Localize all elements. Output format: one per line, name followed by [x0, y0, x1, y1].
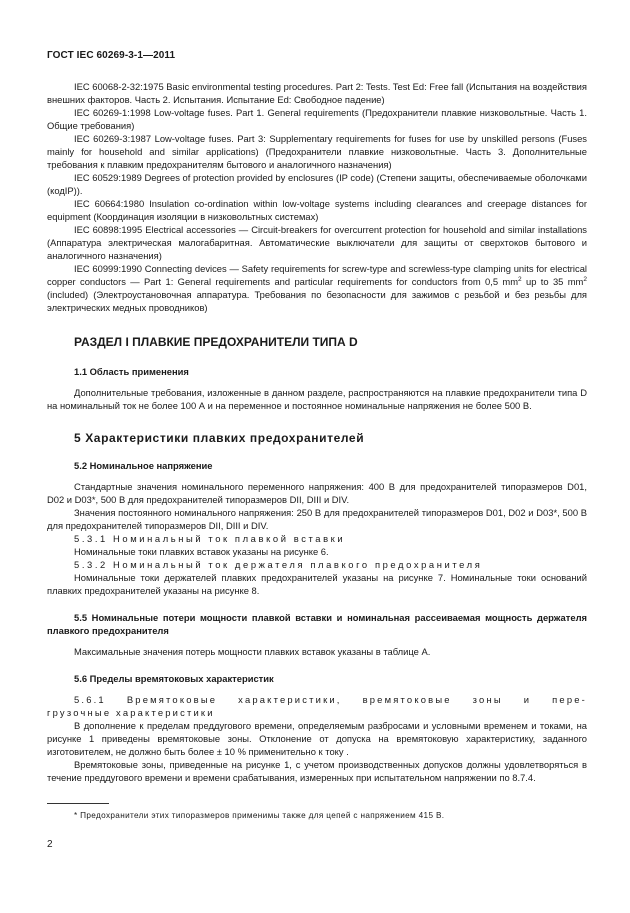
page-header: ГОСТ IEC 60269-3-1—2011: [47, 50, 176, 61]
reference-item: IEC 60529:1989 Degrees of protection provided by enclosures (IP code) (Степени защиты, обеспечиваемые оболочками (кодIP)).: [47, 172, 587, 196]
clause-5-6-1-title-cont: грузочные характеристики: [47, 707, 215, 718]
clause-5-3-2-text: Номинальные токи держателей плавких предохранителей указаны на рисунке 7. Номинальные токи оснований плавких предохранителей указаны на рисунке 8.: [47, 572, 587, 596]
reference-item: IEC 60999:1990 Connecting devices — Safety requirements for screw-type and screwless-type clamping units for electrical copper conductors — Part 1: General requirements and particular requirements for conductors from 0,5 $mm^2$ up to 35 $mm^2$ (included) (Электроустановочная аппаратура. Требования по безопасности для зажимов с резьбой и без резьбы для электрических медных проводников): [47, 263, 587, 313]
clause-5-title: 5 Характеристики плавких предохранителей: [74, 431, 365, 445]
document-body: [47, 80, 587, 784]
footnote-divider: [47, 803, 109, 804]
clause-5-6-1-text-1: В дополнение к пределам преддугового времени, определяемым разбросами и условными временем и токами, на рисунке 1 приведены времятоковые зоны. Отклонение от допуска на времятоковую характеристику, заданного изготовителем, не должно быть более ± 10 % применительно к току .: [47, 720, 587, 757]
clause-5-3-1-text: Номинальные токи плавких вставок указаны на рисунке 6.: [74, 546, 329, 557]
reference-item: IEC 60269-1:1998 Low-voltage fuses. Part 1. General requirements (Предохранители плавкие низковольтные. Часть 1. Общие требования): [47, 107, 587, 131]
reference-item: IEC 60068-2-32:1975 Basic environmental testing procedures. Part 2: Tests. Test Ed: Free fall (Испытания на воздействия внешних факторов. Часть 2. Испытания. Испытание Ed: Свободное падение): [47, 81, 587, 105]
clause-5-6-1-title: 5.6.1 Времятоковые характеристики, времятоковые зоны и пере-: [74, 694, 587, 705]
section-title: РАЗДЕЛ I ПЛАВКИЕ ПРЕДОХРАНИТЕЛИ ТИПА D: [74, 335, 358, 349]
reference-item: IEC 60269-3:1987 Low-voltage fuses. Part 3: Supplementary requirements for fuses for use by unskilled persons (Fuses mainly for household and similar applications) (Предохранители плавкие низковольтные. Часть 3. Дополнительные требования к плавким предохранителям бытового и аналогичного назначения): [47, 133, 587, 170]
page-number: 2: [47, 839, 53, 850]
footnote: * Предохранители этих типоразмеров применимы также для цепей с напряжением 415 В.: [74, 811, 445, 820]
clause-1-1-text: Дополнительные требования, изложенные в данном разделе, распространяются на плавкие предохранители типа D на номинальный ток не более 100 А и на переменное и постоянное номинальные напряжения не более 500 В.: [47, 387, 587, 411]
clause-5-3-2-title: 5.3.2 Номинальный ток держателя плавкого предохранителя: [74, 559, 483, 570]
reference-item: IEC 60664:1980 Insulation co-ordination within low-voltage systems including clearances and creepage distances for equipment (Координация изоляции в низковольтных системах): [47, 198, 587, 222]
clause-5-5-text: Максимальные значения потерь мощности плавких вставок указаны в таблице А.: [74, 646, 431, 657]
clause-5-6-1-text-2: Времятоковые зоны, приведенные на рисунке 1, с учетом производственных допусков должны удовлетворяться в течение преддугового времени и времени срабатывания, измеренных при испытательном напряжении по 8.7.4.: [47, 759, 587, 783]
normative-references: [47, 80, 587, 314]
clause-5-5-title: 5.5 Номинальные потери мощности плавкой вставки и номинальная рассеиваемая мощность держателя плавкого предохранителя: [47, 612, 587, 636]
clause-5-2-text-1: Стандартные значения номинального переменного напряжения: 400 В для предохранителей типоразмеров D01, D02 и D03*, 500 В для предохранителей типоразмеров DII, DIII и DIV.: [47, 481, 587, 505]
clause-5-2-text-2: Значения постоянного номинального напряжения: 250 В для предохранителей типоразмеров D01, D02 и D03*, 500 В для предохранителей типоразмеров DII, DIII и DIV.: [47, 507, 587, 531]
clause-5-6-title: 5.6 Пределы времятоковых характеристик: [74, 673, 274, 684]
reference-item: IEC 60898:1995 Electrical accessories — Circuit-breakers for overcurrent protection for household and similar installations (Аппаратура электрическая малогабаритная. Автоматические выключатели для защиты от сверхтоков бытового и аналогичного назначения): [47, 224, 587, 261]
clause-5-2-title: 5.2 Номинальное напряжение: [74, 460, 213, 471]
clause-1-1-title: 1.1 Область применения: [74, 366, 189, 377]
clause-5-3-1-title: 5.3.1 Номинальный ток плавкой вставки: [74, 533, 346, 544]
